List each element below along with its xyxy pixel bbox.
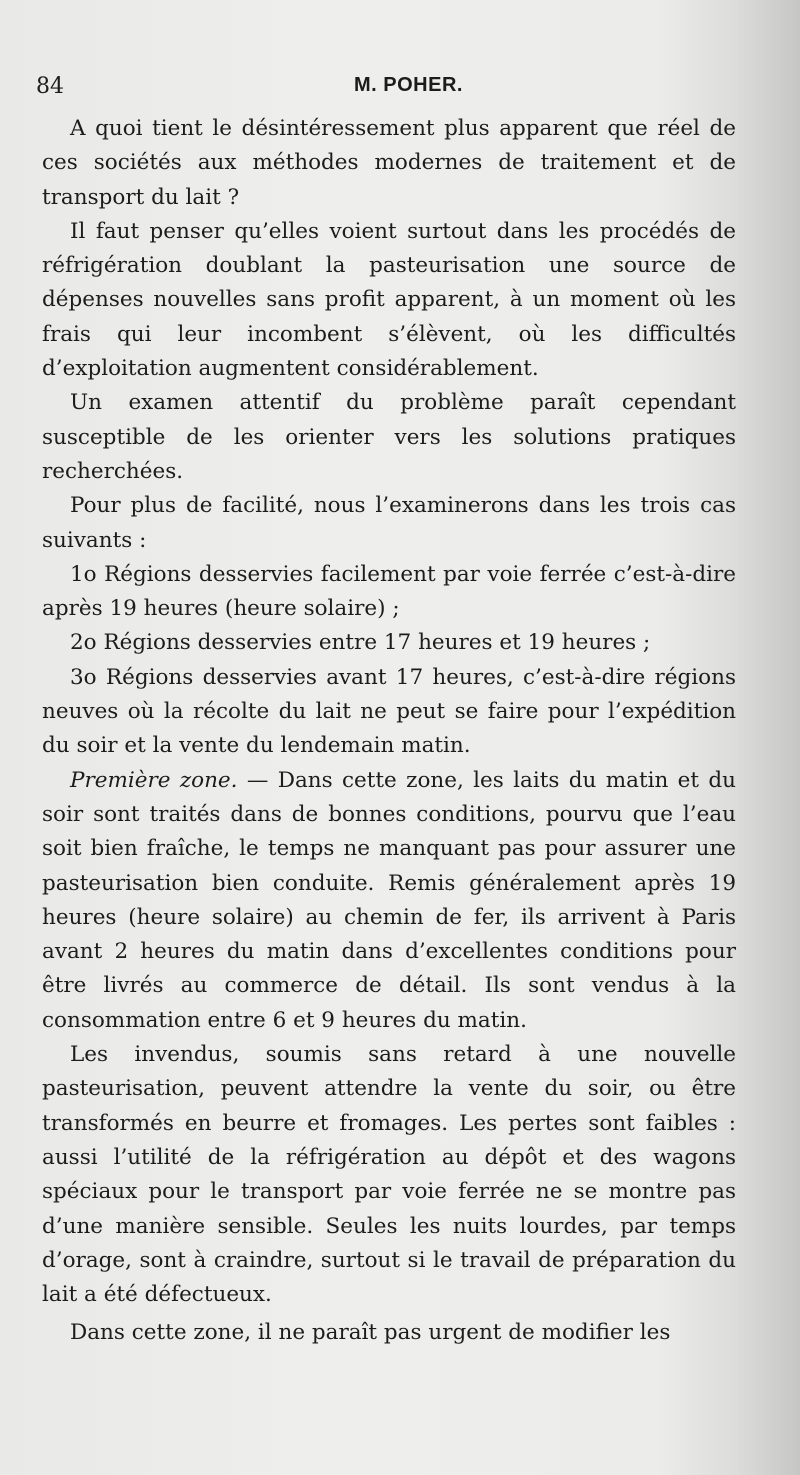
paragraph-text: Pour plus de facilité, nous l’examinerons dans les trois cas suivants : bbox=[42, 493, 736, 553]
paragraph-text: A quoi tient le désintéressement plus apparent que réel de ces sociétés aux méthodes modernes de traitement et de transport du lait ? bbox=[42, 116, 736, 210]
body-text bbox=[42, 112, 736, 1351]
paragraph bbox=[42, 764, 736, 1038]
paragraph-text: 1o Régions desservies facilement par voie ferrée c’est-à-dire après 19 heures (heure solaire) ; bbox=[42, 561, 736, 622]
page-number: 84 bbox=[36, 74, 64, 99]
paragraph-text: Un examen attentif du problème paraît cependant susceptible de les orienter vers les solutions pratiques recherchées. bbox=[42, 390, 736, 484]
paragraph-text: 3o Régions desservies avant 17 heures, c’est-à-dire régions neuves où la récolte du lait ne peut se faire pour l’expédition du soir et la vente du lendemain matin. bbox=[42, 664, 736, 759]
paragraph-text: Dans cette zone, il ne paraît pas urgent de modifier les bbox=[70, 1320, 671, 1346]
paragraph bbox=[42, 112, 736, 215]
paragraph bbox=[42, 215, 736, 386]
list-item-1 bbox=[42, 558, 736, 627]
paragraph-text: Les invendus, soumis sans retard à une nouvelle pasteurisation, peuvent attendre la vente du soir, ou être transformés en beurre et fromages. Les pertes sont faibles : aussi l’utilité de la réfrigération au dépôt et des wagons spéciaux pour le transport par voie ferrée ne se montre pas d’une manière sensible. Seules les nuits lourdes, par temps d’orage, sont à craindre, surtout si le travail de préparation du lait a été défectueux. bbox=[42, 1042, 736, 1308]
paragraph-text: — Dans cette zone, les laits du matin et du soir sont traités dans de bonnes conditions, pourvu que l’eau soit bien fraîche, le temps ne manquant pas pour assurer une pasteurisation bien conduite. Remis généralement après 19 heures (heure solaire) au chemin de fer, ils arrivent à Paris avant 2 heures du matin dans d’excellentes conditions pour être livrés au commerce de détail. Ils sont vendus à la consommation entre 6 et 9 heures du matin. bbox=[42, 767, 736, 1033]
paragraph-text: Il faut penser qu’elles voient surtout dans les procédés de réfrigération doublant la pasteurisation une source de dépenses nouvelles sans profit apparent, à un moment où les frais qui leur incombent s’élèvent, où les difficultés d’exploitation augmentent considérablement. bbox=[42, 218, 736, 382]
paragraph bbox=[42, 386, 736, 489]
paragraph bbox=[42, 489, 736, 558]
paragraph-text: 2o Régions desservies entre 17 heures et 19 heures ; bbox=[70, 630, 651, 656]
list-item-2 bbox=[42, 626, 736, 660]
zone-label: Première zone. bbox=[70, 767, 238, 793]
page-header bbox=[36, 74, 776, 102]
paragraph bbox=[42, 1316, 736, 1350]
list-item-3 bbox=[42, 661, 736, 764]
running-head: M. POHER. bbox=[354, 74, 463, 96]
paragraph bbox=[42, 1038, 736, 1312]
